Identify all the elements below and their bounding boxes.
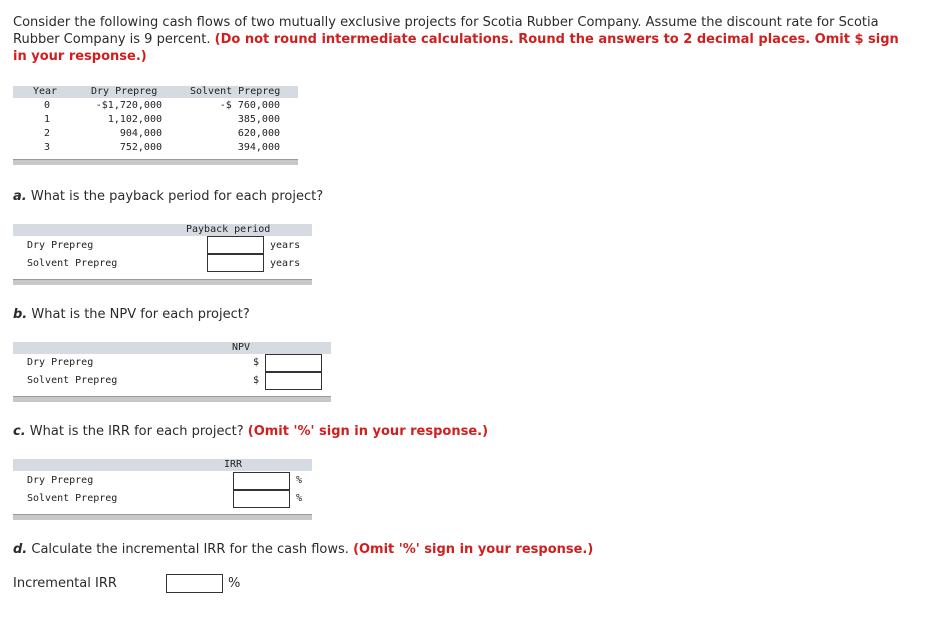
question-c-text: What is the IRR for each project? <box>29 424 244 439</box>
npv-row-label-solvent-prepreg: Solvent Prepreg <box>27 375 118 386</box>
irr-row-label-dry-prepreg: Dry Prepreg <box>27 475 94 486</box>
payback-column-header: Payback period <box>186 224 271 235</box>
question-d-instruction: (Omit '%' sign in your response.) <box>353 542 594 557</box>
rounding-instruction: (Do not round intermediate calculations. Round the answers to 2 decimal places. Omit $ sign in your response.) <box>13 32 899 64</box>
payback-input-solvent-prepreg[interactable] <box>207 254 264 272</box>
payback-unit-solvent-prepreg: years <box>270 258 301 269</box>
question-b <box>13 307 250 322</box>
npv-input-dry-prepreg[interactable] <box>265 354 322 372</box>
solvent-prepreg-cell: 394,000 <box>237 142 280 153</box>
question-d-text: Calculate the incremental IRR for the cash flows. <box>31 542 349 557</box>
question-b-label: b. <box>13 307 28 322</box>
irr-column-header: IRR <box>224 459 243 470</box>
irr-table-footer-bar <box>13 514 312 520</box>
year-cell: 2 <box>44 128 51 139</box>
dry-prepreg-cell: -$1,720,000 <box>95 100 162 111</box>
payback-table-footer-bar <box>13 279 312 285</box>
irr-table-header-bar <box>13 459 312 471</box>
npv-input-solvent-prepreg[interactable] <box>265 372 322 390</box>
payback-input-dry-prepreg[interactable] <box>207 236 264 254</box>
npv-table-footer-bar <box>13 396 331 402</box>
incremental-irr-percent: % <box>228 576 241 591</box>
irr-percent-solvent-prepreg: % <box>296 493 303 504</box>
solvent-prepreg-cell: -$ 760,000 <box>219 100 280 111</box>
payback-row-label-dry-prepreg: Dry Prepreg <box>27 240 94 251</box>
dry-prepreg-cell: 1,102,000 <box>107 114 162 125</box>
irr-input-dry-prepreg[interactable] <box>233 472 290 490</box>
irr-row-label-solvent-prepreg: Solvent Prepreg <box>27 493 118 504</box>
npv-table-header-bar <box>13 342 331 354</box>
question-a-text: What is the payback period for each project? <box>30 189 324 204</box>
year-cell: 0 <box>44 100 51 111</box>
question-c <box>13 424 488 439</box>
problem-text: Consider the following cash flows of two mutually exclusive projects for Scotia Rubber Company. Assume the discount rate for Scotia Rubber Company is 9 percent. <box>13 15 879 47</box>
irr-percent-dry-prepreg: % <box>296 475 303 486</box>
payback-unit-dry-prepreg: years <box>270 240 301 251</box>
question-b-text: What is the NPV for each project? <box>31 307 250 322</box>
npv-dollar-sign-solvent-prepreg: $ <box>253 375 260 386</box>
solvent-prepreg-cell: 385,000 <box>237 114 280 125</box>
cashflow-table-footer-bar <box>13 159 298 165</box>
question-a-label: a. <box>13 189 27 204</box>
question-d <box>13 542 593 557</box>
payback-row-label-solvent-prepreg: Solvent Prepreg <box>27 258 118 269</box>
solvent-prepreg-cell: 620,000 <box>237 128 280 139</box>
year-cell: 3 <box>44 142 51 153</box>
question-a <box>13 189 323 204</box>
npv-column-header: NPV <box>232 342 251 353</box>
npv-dollar-sign-dry-prepreg: $ <box>253 357 260 368</box>
header-dry-prepreg: Dry Prepreg <box>91 86 158 97</box>
problem-statement <box>13 14 913 65</box>
question-c-label: c. <box>13 424 26 439</box>
question-c-instruction: (Omit '%' sign in your response.) <box>247 424 489 439</box>
header-solvent-prepreg: Solvent Prepreg <box>190 86 281 97</box>
npv-row-label-dry-prepreg: Dry Prepreg <box>27 357 94 368</box>
irr-input-solvent-prepreg[interactable] <box>233 490 290 508</box>
incremental-irr-label: Incremental IRR <box>13 576 117 591</box>
year-cell: 1 <box>44 114 51 125</box>
header-year: Year <box>33 86 58 97</box>
dry-prepreg-cell: 904,000 <box>119 128 162 139</box>
dry-prepreg-cell: 752,000 <box>119 142 162 153</box>
incremental-irr-input[interactable] <box>166 574 223 593</box>
question-d-label: d. <box>13 542 28 557</box>
